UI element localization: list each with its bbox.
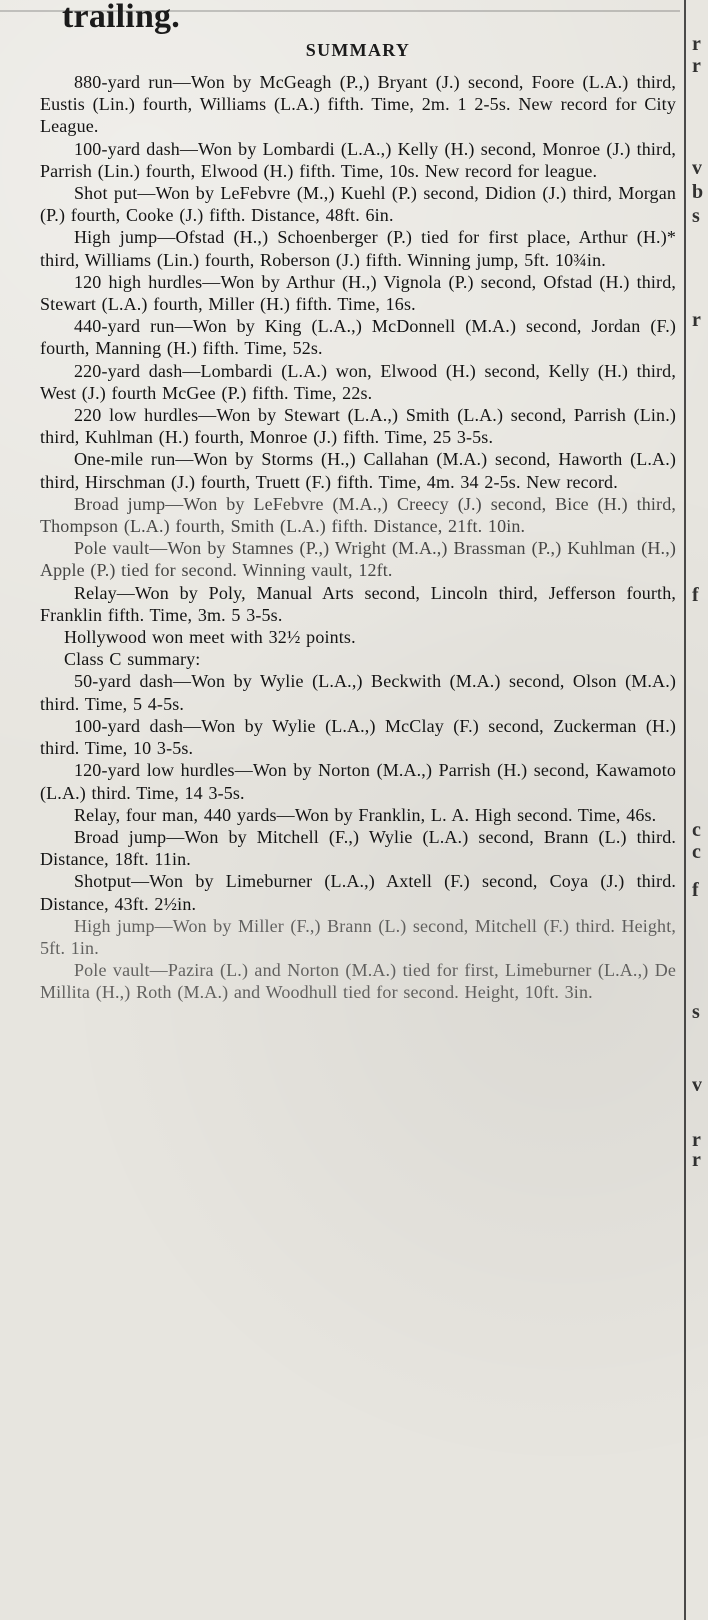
result-paragraph: Relay, four man, 440 yards—Won by Franklin, L. A. High second. Time, 46s. <box>74 804 657 825</box>
adjacent-column-char: s <box>692 1001 700 1023</box>
adjacent-column-char: r <box>692 33 701 55</box>
result-paragraph: Broad jump—Won by Mitchell (F.,) Wylie (L.A.) second, Brann (L.) third. Distance, 18ft. 11in. <box>40 826 676 870</box>
result-paragraph: 220-yard dash—Lombardi (L.A.) won, Elwood (H.) second, Kelly (H.) third, West (J.) fourth McGee (P.) fifth. Time, 22s. <box>40 360 676 403</box>
adjacent-column-char: f <box>692 584 699 606</box>
adjacent-column-char: c <box>692 841 701 863</box>
result-paragraph: 220 low hurdles—Won by Stewart (L.A.,) Smith (L.A.) second, Parrish (Lin.) third, Kuhlman (H.) fourth, Monroe (J.) fifth. Time, 25 3-5s. <box>40 405 676 448</box>
result-paragraph: Shot put—Won by LeFebvre (M.,) Kuehl (P.) second, Didion (J.) third, Morgan (P.) fourth, Cooke (J.) fifth. Distance, 48ft. 6in. <box>40 183 676 226</box>
result-paragraph: One-mile run—Won by Storms (H.,) Callahan (M.A.) second, Haworth (L.A.) third, Hirschman (J.) fourth, Truett (F.) fifth. Time, 4m. 34 2-5s. New record. <box>40 449 676 492</box>
result-paragraph: Relay—Won by Poly, Manual Arts second, Lincoln third, Jefferson fourth, Franklin fifth. Time, 3m. 5 3-5s. <box>40 582 676 625</box>
result-paragraph: 120-yard low hurdles—Won by Norton (M.A.,) Parrish (H.) second, Kawamoto (L.A.) third. Time, 14 3-5s. <box>40 760 676 803</box>
result-paragraph: Broad jump—Won by LeFebvre (M.A.,) Creecy (J.) second, Bice (H.) third, Thompson (L.A.) fourth, Smith (L.A.) fifth. Distance, 21ft. 10in. <box>40 493 676 537</box>
adjacent-column-char: c <box>692 819 701 841</box>
class-c-heading: Class C summary: <box>64 649 201 670</box>
adjacent-column-char: b <box>692 181 704 203</box>
adjacent-column-char: r <box>692 55 701 77</box>
adjacent-column-char: r <box>692 1149 701 1171</box>
adjacent-column-char: r <box>692 309 701 331</box>
result-paragraph: Shotput—Won by Limeburner (L.A.,) Axtell (F.) second, Coya (J.) third. Distance, 43ft. 2½in. <box>40 871 676 914</box>
adjacent-column-char: r <box>692 1129 701 1151</box>
result-paragraph: High jump—Won by Miller (F.,) Brann (L.) second, Mitchell (F.) third. Height, 5ft. 1in. <box>40 915 676 958</box>
result-paragraph: Pole vault—Won by Stamnes (P.,) Wright (M.A.,) Brassman (P.,) Kuhlman (H.,) Apple (P.) tied for second. Winning vault, 12ft. <box>40 538 676 581</box>
result-paragraph: 100-yard dash—Won by Wylie (L.A.,) McClay (F.) second, Zuckerman (H.) third. Time, 10 3-5s. <box>40 715 676 759</box>
result-paragraph: 880-yard run—Won by McGeagh (P.,) Bryant (J.) second, Foore (L.A.) third, Eustis (Lin.) fourth, Williams (L.A.) fifth. Time, 2m. 1 2-5s. New record for City League. <box>40 72 676 137</box>
summary-list <box>40 71 676 1004</box>
summary-heading: SUMMARY <box>305 40 411 60</box>
column-divider <box>684 0 686 1620</box>
adjacent-column-char: v <box>692 1074 702 1096</box>
result-paragraph: High jump—Ofstad (H.,) Schoenberger (P.) tied for first place, Arthur (H.)* third, Williams (Lin.) fourth, Roberson (J.) fifth. Winning jump, 5ft. 10¾in. <box>40 227 676 270</box>
adjacent-column-char: s <box>692 205 700 227</box>
result-paragraph: 440-yard run—Won by King (L.A.,) McDonnell (M.A.) second, Jordan (F.) fourth, Manning (H.) fifth. Time, 52s. <box>40 316 676 359</box>
result-paragraph: Pole vault—Pazira (L.) and Norton (M.A.) tied for first, Limeburner (L.A.,) De Millita (H.,) Roth (M.A.) and Woodhull tied for second. Height, 10ft. 3in. <box>40 960 676 1003</box>
result-paragraph: 50-yard dash—Won by Wylie (L.A.,) Beckwith (M.A.) second, Olson (M.A.) third. Time, 5 4-5s. <box>40 671 676 714</box>
adjacent-column-char: v <box>692 157 702 179</box>
result-paragraph: 120 high hurdles—Won by Arthur (H.,) Vignola (P.) second, Ofstad (H.) third, Stewart (L.A.) fourth, Miller (H.) fifth. Time, 16s. <box>40 271 676 315</box>
headline-fragment: trailing. <box>62 0 180 35</box>
adjacent-column-char: f <box>692 879 699 901</box>
adjacent-column-fragment <box>690 0 708 1620</box>
article-column <box>40 0 676 1620</box>
meet-total: Hollywood won meet with 32½ points. <box>64 627 356 648</box>
result-paragraph: 100-yard dash—Won by Lombardi (L.A.,) Kelly (H.) second, Monroe (J.) third, Parrish (Lin.) fourth, Elwood (H.) fifth. Time, 10s. New record for league. <box>40 138 676 181</box>
